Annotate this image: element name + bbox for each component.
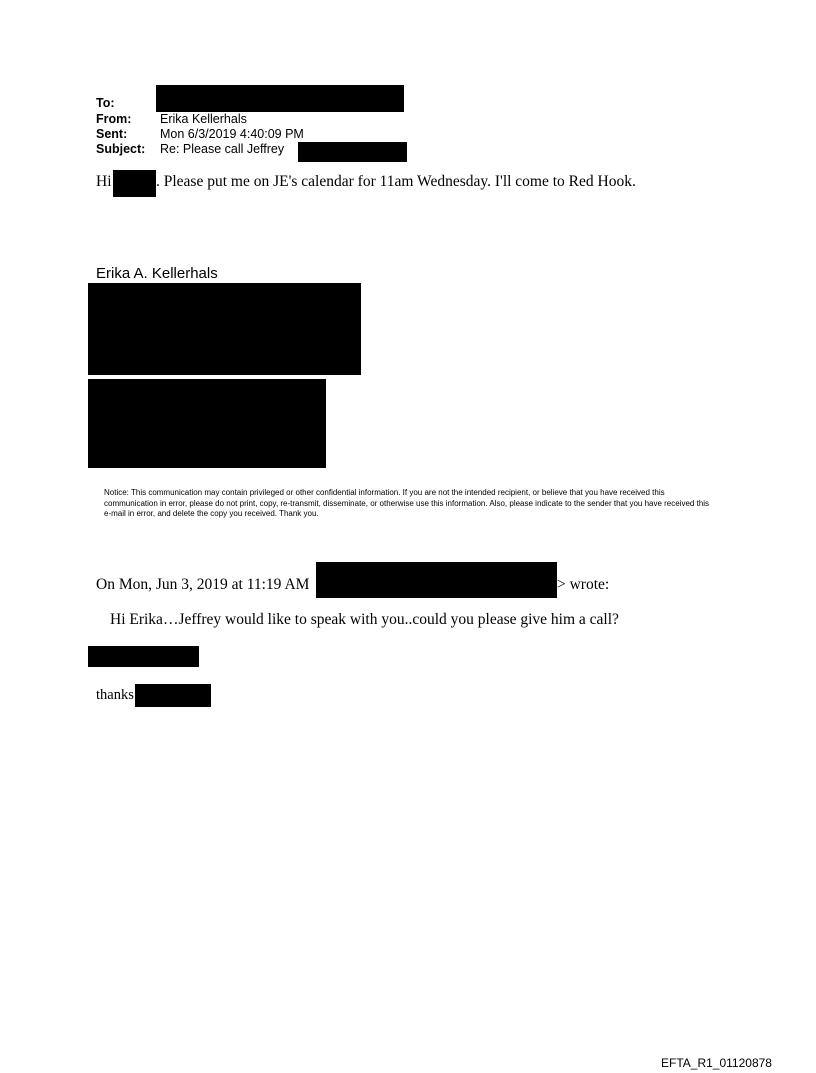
- signature-name: Erika A. Kellerhals: [96, 265, 218, 282]
- redaction-to-recipient: [156, 85, 404, 112]
- confidentiality-notice: Notice: This communication may contain privileged or other confidential information. If you are not the intended recipient, or believe that you have received this communication in error, please do not print, copy, re-transmit, disseminate, or otherwise use this information. Also, please indicate to the sender that you have received this e-mail in error, and delete the copy you received. Thank you.: [104, 488, 710, 518]
- redaction-greeting-name: [113, 170, 156, 197]
- quoted-intro-suffix: > wrote:: [557, 576, 610, 593]
- document-id: EFTA_R1_01120878: [661, 1056, 772, 1070]
- subject-label: Subject:: [96, 142, 146, 156]
- redaction-subject: [298, 142, 407, 162]
- greeting: Hi: [96, 173, 112, 190]
- redaction-sender-address: [316, 562, 557, 598]
- to-label: To:: [96, 96, 115, 110]
- quoted-body: Hi Erika…Jeffrey would like to speak with you..could you please give him a call?: [110, 611, 619, 628]
- from-label: From:: [96, 112, 132, 126]
- subject-value: Re: Please call Jeffrey: [160, 142, 285, 156]
- redaction-signature-details: [88, 283, 361, 375]
- redaction-quoted-line: [88, 646, 199, 667]
- sent-label: Sent:: [96, 127, 128, 141]
- quoted-closing: thanks: [96, 687, 134, 703]
- body-message: . Please put me on JE's calendar for 11am Wednesday. I'll come to Red Hook.: [156, 173, 636, 190]
- redaction-signature-logo: [88, 379, 326, 468]
- redaction-closing-name: [135, 684, 211, 707]
- from-value: Erika Kellerhals: [160, 112, 247, 126]
- sent-value: Mon 6/3/2019 4:40:09 PM: [160, 127, 304, 141]
- quoted-intro: On Mon, Jun 3, 2019 at 11:19 AM: [96, 576, 310, 593]
